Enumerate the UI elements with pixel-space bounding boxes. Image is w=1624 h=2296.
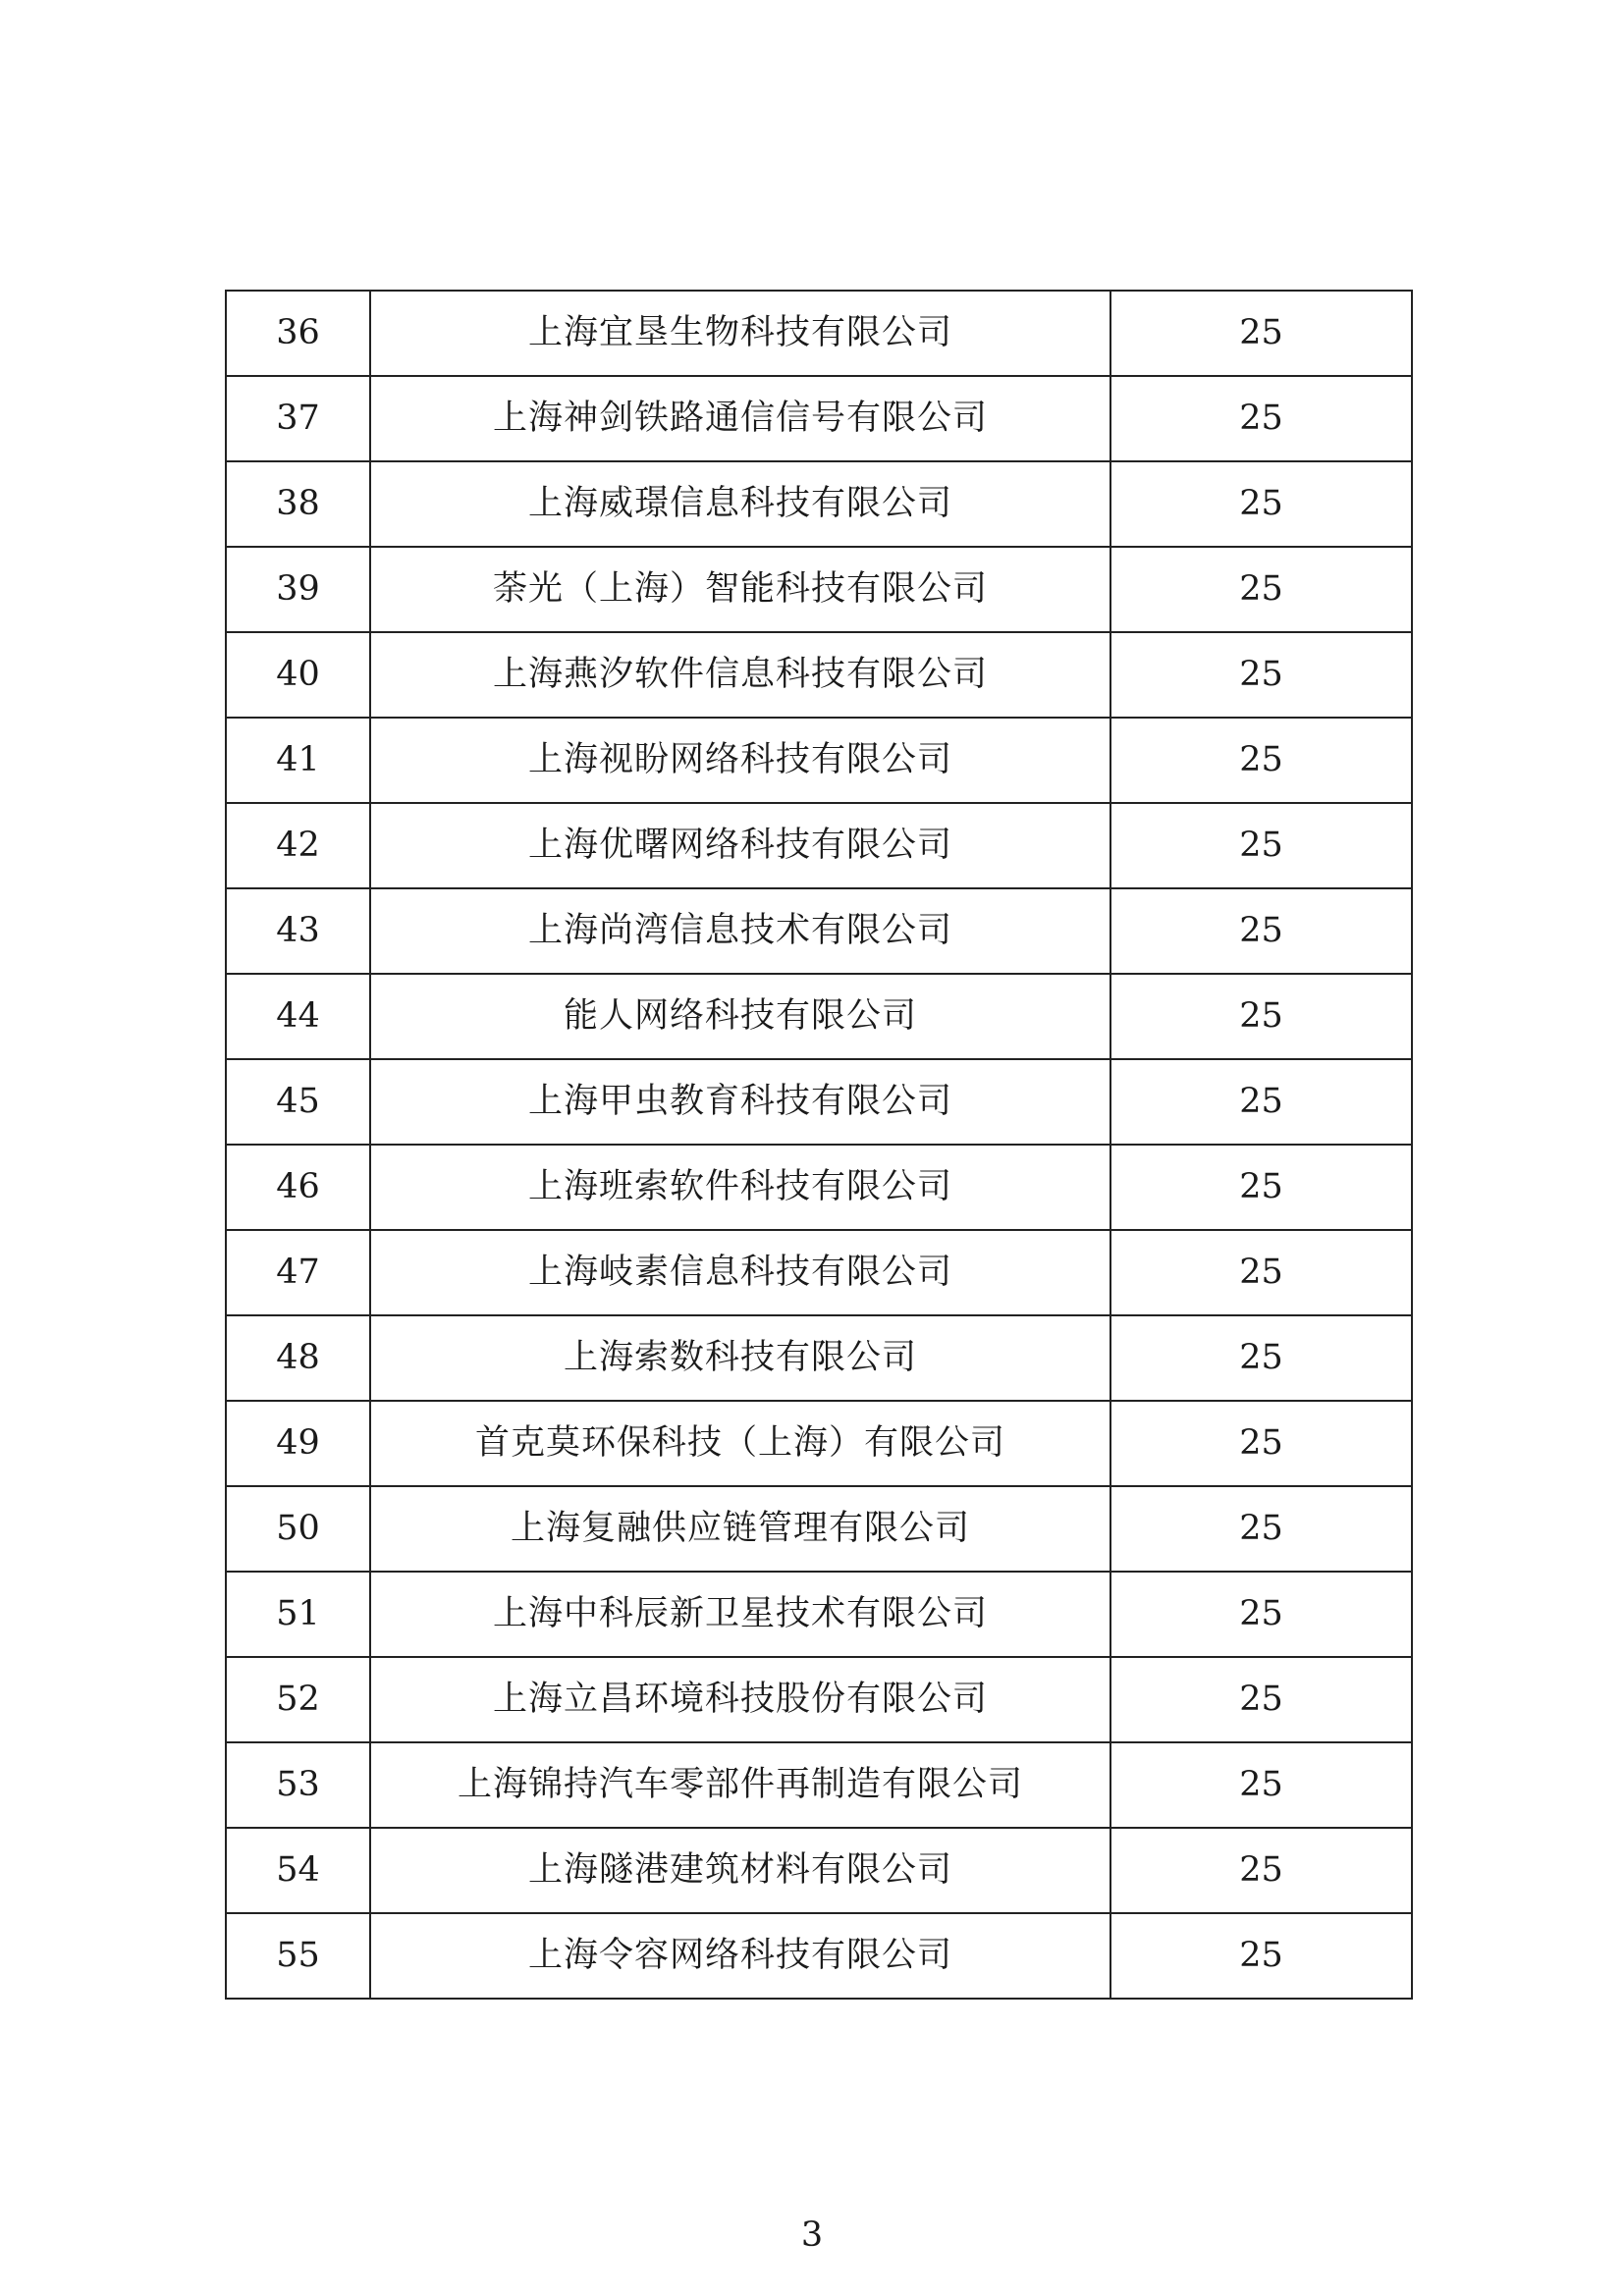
company-name: 上海锦持汽车零部件再制造有限公司	[370, 1742, 1110, 1828]
table-row	[226, 376, 1412, 461]
table-row	[226, 632, 1412, 718]
row-value: 25	[1110, 1828, 1412, 1913]
table-row	[226, 974, 1412, 1059]
table-row	[226, 461, 1412, 547]
company-name: 上海威璟信息科技有限公司	[370, 461, 1110, 547]
row-number: 36	[226, 291, 370, 376]
company-name: 首克莫环保科技（上海）有限公司	[370, 1401, 1110, 1486]
row-number: 45	[226, 1059, 370, 1145]
row-value: 25	[1110, 1315, 1412, 1401]
company-name: 上海尚湾信息技术有限公司	[370, 888, 1110, 974]
row-number: 53	[226, 1742, 370, 1828]
company-name: 上海立昌环境科技股份有限公司	[370, 1657, 1110, 1742]
table-row	[226, 888, 1412, 974]
row-value: 25	[1110, 803, 1412, 888]
company-name: 上海甲虫教育科技有限公司	[370, 1059, 1110, 1145]
table-row	[226, 1145, 1412, 1230]
company-name: 上海岐素信息科技有限公司	[370, 1230, 1110, 1315]
row-value: 25	[1110, 291, 1412, 376]
table-row	[226, 291, 1412, 376]
company-table	[225, 290, 1413, 2000]
row-value: 25	[1110, 718, 1412, 803]
row-number: 49	[226, 1401, 370, 1486]
company-name: 上海令容网络科技有限公司	[370, 1913, 1110, 1999]
page-number: 3	[800, 2216, 824, 2255]
row-value: 25	[1110, 974, 1412, 1059]
row-value: 25	[1110, 461, 1412, 547]
row-number: 39	[226, 547, 370, 632]
company-name: 上海中科辰新卫星技术有限公司	[370, 1572, 1110, 1657]
row-number: 43	[226, 888, 370, 974]
table-row	[226, 1230, 1412, 1315]
table-row	[226, 1315, 1412, 1401]
table-row	[226, 1657, 1412, 1742]
row-value: 25	[1110, 547, 1412, 632]
company-name: 上海神剑铁路通信信号有限公司	[370, 376, 1110, 461]
row-value: 25	[1110, 376, 1412, 461]
row-number: 50	[226, 1486, 370, 1572]
table-row	[226, 1401, 1412, 1486]
company-name: 荼光（上海）智能科技有限公司	[370, 547, 1110, 632]
table-row	[226, 1572, 1412, 1657]
company-name: 上海视盼网络科技有限公司	[370, 718, 1110, 803]
company-name: 上海优曙网络科技有限公司	[370, 803, 1110, 888]
row-number: 38	[226, 461, 370, 547]
row-number: 54	[226, 1828, 370, 1913]
company-name: 上海班索软件科技有限公司	[370, 1145, 1110, 1230]
table-row	[226, 1828, 1412, 1913]
table-row	[226, 1742, 1412, 1828]
row-value: 25	[1110, 1657, 1412, 1742]
table-row	[226, 803, 1412, 888]
row-number: 37	[226, 376, 370, 461]
row-value: 25	[1110, 1486, 1412, 1572]
company-name: 上海宜垦生物科技有限公司	[370, 291, 1110, 376]
row-value: 25	[1110, 632, 1412, 718]
company-name: 上海索数科技有限公司	[370, 1315, 1110, 1401]
row-value: 25	[1110, 1572, 1412, 1657]
table-row	[226, 1486, 1412, 1572]
row-number: 47	[226, 1230, 370, 1315]
row-value: 25	[1110, 1401, 1412, 1486]
row-number: 42	[226, 803, 370, 888]
row-number: 55	[226, 1913, 370, 1999]
row-value: 25	[1110, 888, 1412, 974]
company-name: 上海隧港建筑材料有限公司	[370, 1828, 1110, 1913]
row-number: 48	[226, 1315, 370, 1401]
row-value: 25	[1110, 1145, 1412, 1230]
row-number: 46	[226, 1145, 370, 1230]
company-name: 上海燕汐软件信息科技有限公司	[370, 632, 1110, 718]
row-number: 40	[226, 632, 370, 718]
company-name: 能人网络科技有限公司	[370, 974, 1110, 1059]
row-number: 52	[226, 1657, 370, 1742]
table-row	[226, 718, 1412, 803]
row-number: 44	[226, 974, 370, 1059]
table-row	[226, 1913, 1412, 1999]
company-name: 上海复融供应链管理有限公司	[370, 1486, 1110, 1572]
row-number: 51	[226, 1572, 370, 1657]
table-row	[226, 547, 1412, 632]
row-value: 25	[1110, 1913, 1412, 1999]
row-value: 25	[1110, 1230, 1412, 1315]
table-row	[226, 1059, 1412, 1145]
row-number: 41	[226, 718, 370, 803]
row-value: 25	[1110, 1742, 1412, 1828]
row-value: 25	[1110, 1059, 1412, 1145]
